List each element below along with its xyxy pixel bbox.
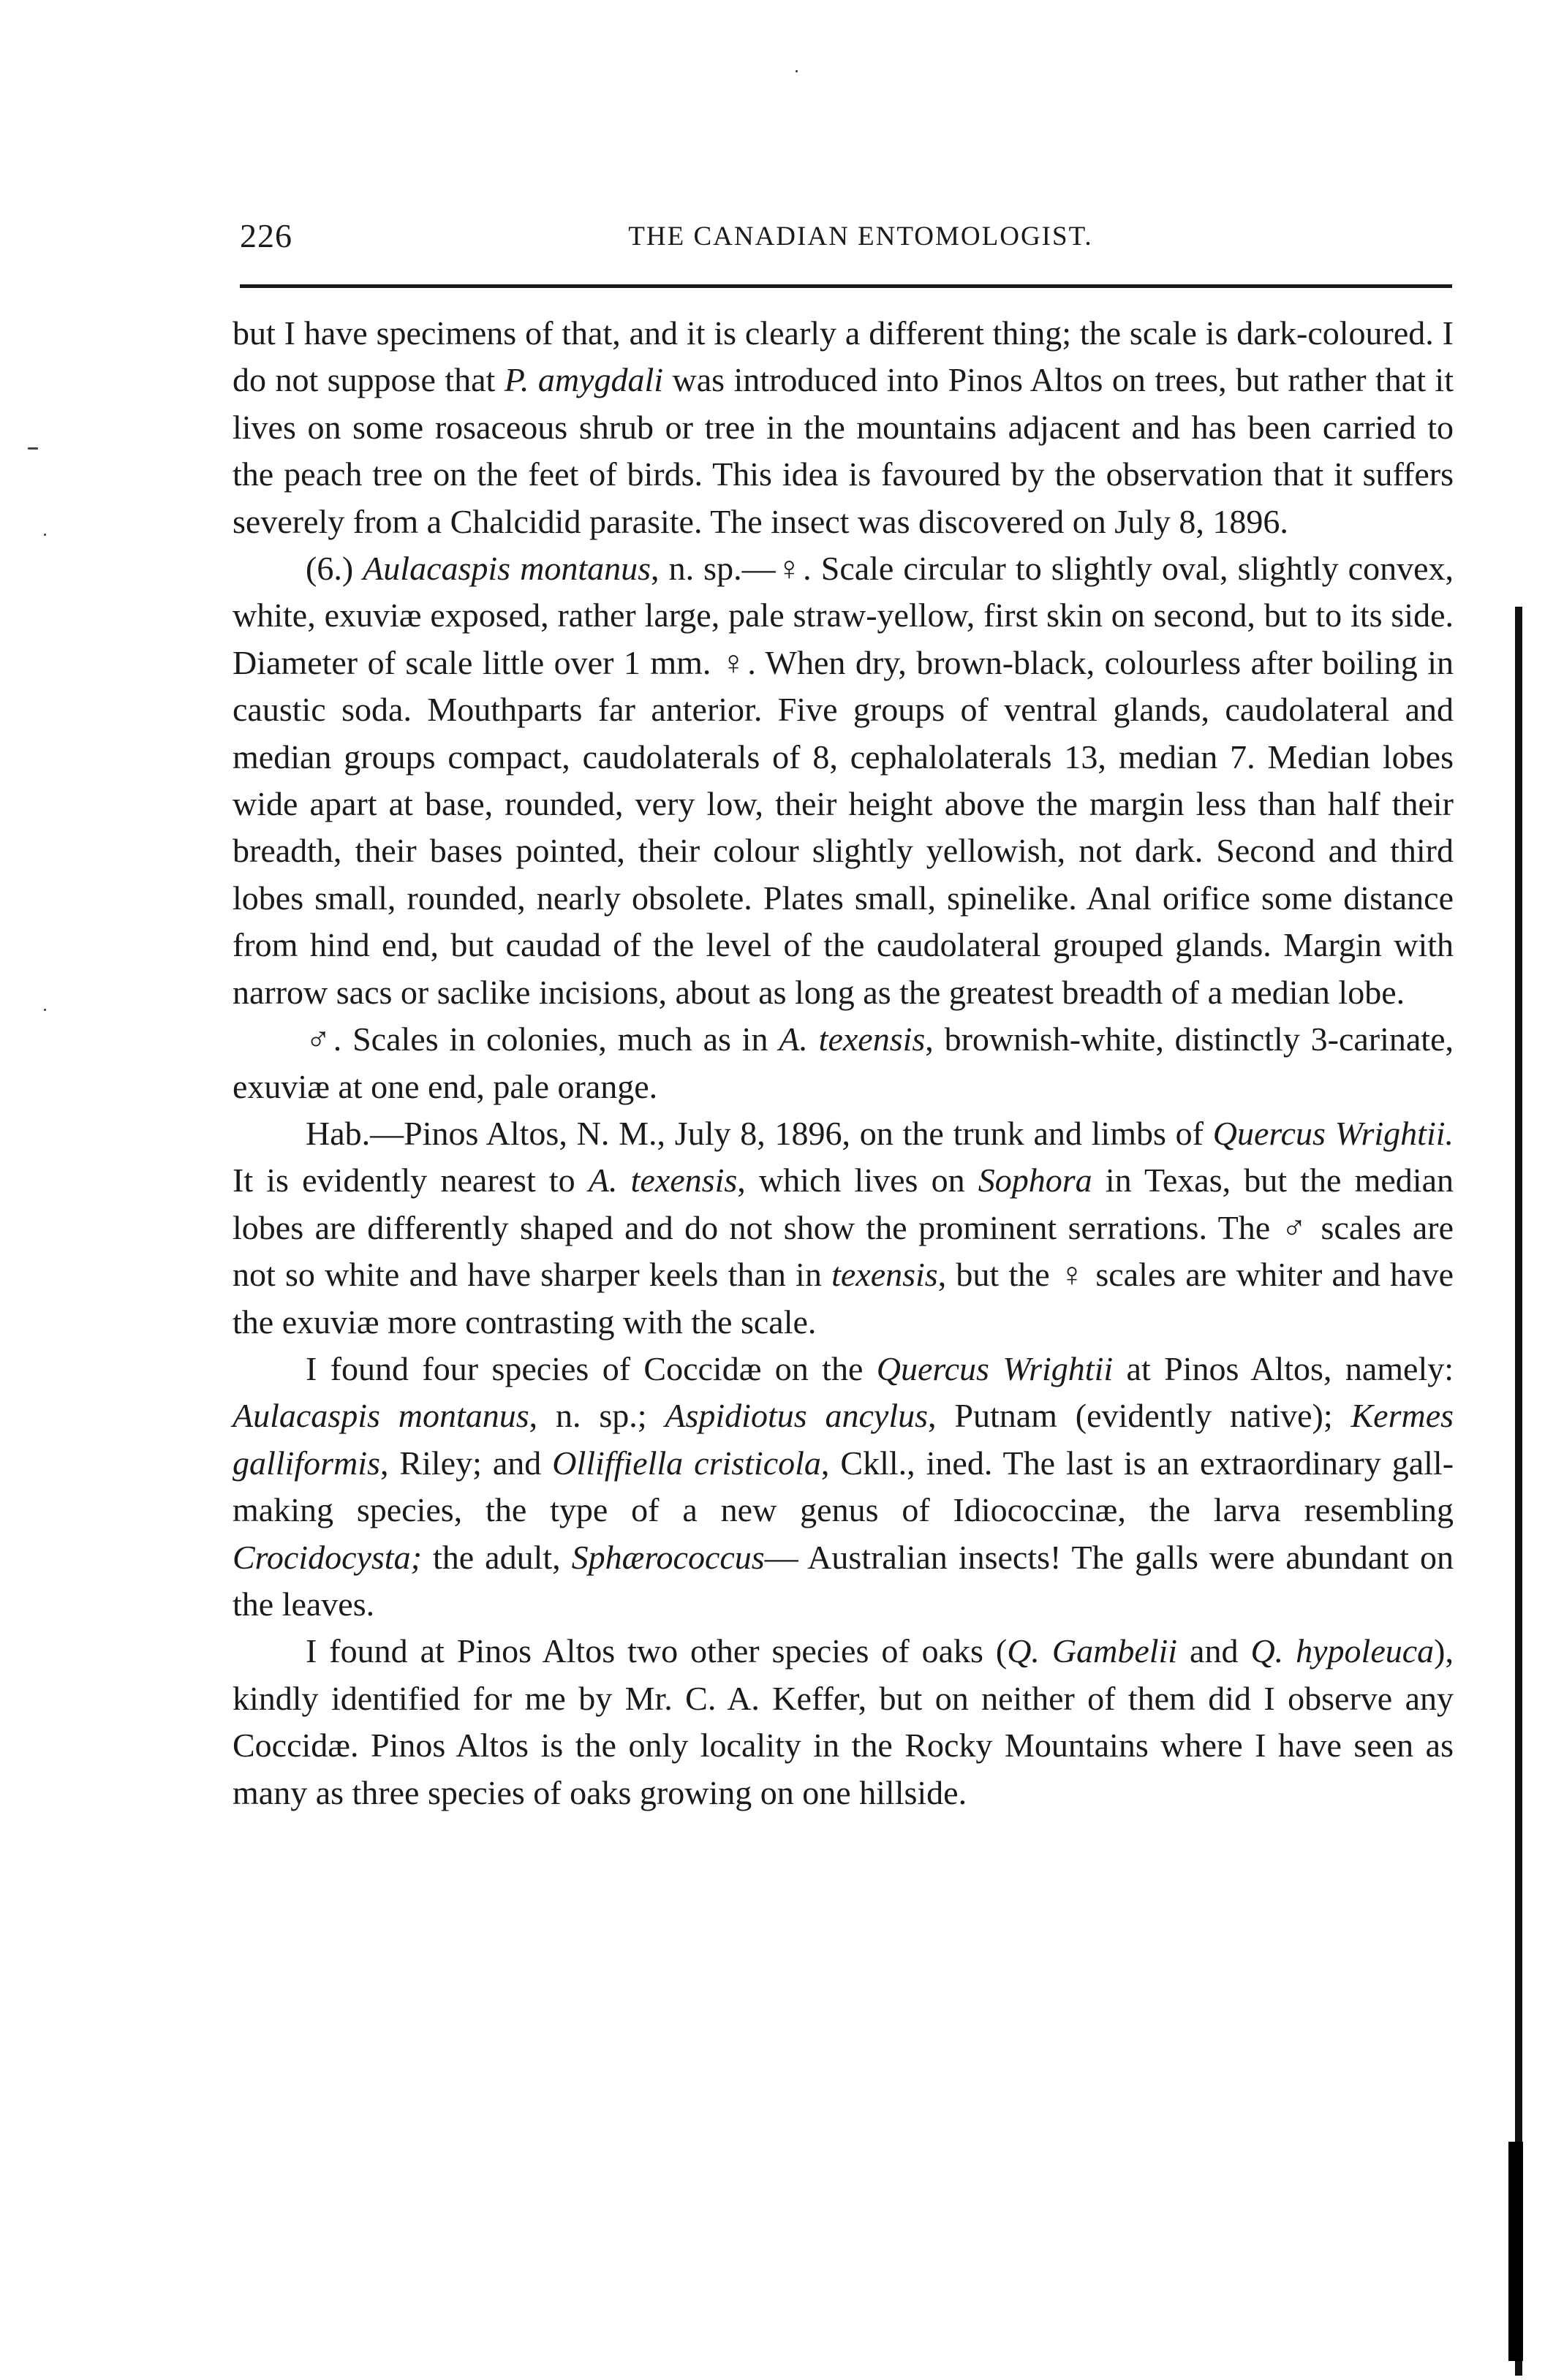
italic-text: Crocidocysta; <box>233 1538 422 1576</box>
italic-text: Olliffiella cristicola <box>552 1444 821 1482</box>
scan-speck <box>796 70 798 72</box>
text-run: , Putnam (evidently native); <box>928 1397 1351 1435</box>
italic-text: Aulacaspis montanus <box>233 1397 529 1435</box>
paragraph <box>233 545 1454 1016</box>
paragraph <box>233 1110 1454 1346</box>
text-run: at Pinos Altos, namely: <box>1113 1349 1454 1387</box>
text-run: but I have specimens of that, and it is clearly a different thing; the scale is dark-coloured. I do not suppose that <box>233 314 1454 399</box>
text-run: (6.) <box>306 550 363 588</box>
italic-text: texensis <box>831 1256 938 1294</box>
running-title: THE CANADIAN ENTOMOLOGIST. <box>628 221 1093 251</box>
italic-text: Sphærococcus <box>571 1538 765 1576</box>
italic-text: P. amygdali <box>504 361 664 399</box>
italic-text: Quercus Wrightii. <box>1212 1114 1454 1152</box>
text-run: , brownish-white, distinctly 3-carinate, exuviæ at one end, pale orange. <box>233 1020 1454 1105</box>
text-run: , which lives on <box>737 1161 978 1200</box>
italic-text: Quercus Wrightii <box>876 1349 1114 1387</box>
paragraph <box>233 310 1454 545</box>
italic-text: Q. Gambelii <box>1007 1632 1178 1670</box>
text-run: , n. sp.; <box>529 1397 665 1435</box>
paragraph <box>233 1016 1454 1110</box>
text-run: It is evidently nearest to <box>233 1161 589 1200</box>
text-run: , Riley; and <box>379 1444 553 1482</box>
italic-text: Kermes galliformis <box>233 1397 1454 1482</box>
text-run: ♂. Scales in colonies, much as in <box>306 1020 779 1058</box>
text-run: Hab.—Pinos Altos, N. M., July 8, 1896, on the trunk and limbs of <box>306 1114 1213 1152</box>
text-run: ), kindly identified for me by Mr. C. A. Keffer, but on neither of them did I observe any Coccidæ. Pinos Altos is the only locality in the Rocky Mountains where I have seen as many as three species of oaks growing on one hillside. <box>233 1632 1454 1811</box>
text-run: I found four species of Coccidæ on the <box>306 1349 877 1387</box>
scan-speck <box>28 447 38 450</box>
running-header <box>240 216 1452 260</box>
scan-speck <box>44 534 46 536</box>
text-run: in Texas, but the median lobes are differently shaped and do not show the prominent serrations. The ♂ scales are not so white and have sharper keels than in <box>233 1161 1454 1294</box>
paragraph <box>233 1628 1454 1816</box>
page-number: 226 <box>240 217 292 254</box>
text-run: , n. sp.—♀. Scale circular to slightly oval, slightly convex, white, exuviæ exposed, rather large, pale straw-yellow, first skin on second, but to its side. Diameter of scale little over 1 mm. ♀. When dry, brown-black, colourless after boiling in caustic soda. Mouthparts far anterior. Five groups of ventral glands, caudolateral and median groups compact, caudolaterals of 8, cephalolaterals 13, median 7. Median lobes wide apart at base, rounded, very low, their height above the margin less than half their breadth, their bases pointed, their colour slightly yellowish, not dark. Second and third lobes small, rounded, nearly obsolete. Plates small, spinelike. Anal orifice some distance from hind end, but caudad of the level of the caudolateral grouped glands. Margin with narrow sacs or saclike incisions, about as long as the greatest breadth of a median lobe. <box>233 550 1454 1011</box>
text-run: — Australian insects! The galls were abundant on the leaves. <box>233 1538 1454 1623</box>
article-body <box>233 310 1454 1816</box>
scan-edge-shadow <box>1508 2142 1523 2361</box>
text-run: I found at Pinos Altos two other species of oaks ( <box>306 1632 1008 1670</box>
paragraph <box>233 1346 1454 1628</box>
italic-text: A. texensis <box>779 1020 926 1058</box>
text-run: was introduced into Pinos Altos on trees, but rather that it lives on some rosaceous shrub or tree in the mountains adjacent and has been carried to the peach tree on the feet of birds. This idea is favoured by the observation that it suffers severely from a Chalcidid parasite. The insect was discovered on July 8, 1896. <box>233 361 1454 540</box>
scan-edge-bar <box>1515 607 1522 2376</box>
text-run: and <box>1177 1632 1251 1670</box>
text-run: , Ckll., ined. The last is an extraordinary gall-making species, the type of a new genus of Idiococcinæ, the larva resembling <box>233 1444 1454 1529</box>
italic-text: Aulacaspis montanus <box>363 550 651 588</box>
italic-text: A. texensis <box>588 1161 738 1200</box>
text-run: the adult, <box>421 1538 572 1576</box>
scan-speck <box>44 1009 46 1011</box>
italic-text: Q. hypoleuca <box>1250 1632 1435 1670</box>
header-rule <box>240 284 1452 288</box>
italic-text: Aspidiotus ancylus <box>665 1397 929 1435</box>
italic-text: Sophora <box>978 1161 1092 1200</box>
text-run: , but the ♀ scales are whiter and have the exuviæ more contrasting with the scale. <box>233 1256 1454 1341</box>
